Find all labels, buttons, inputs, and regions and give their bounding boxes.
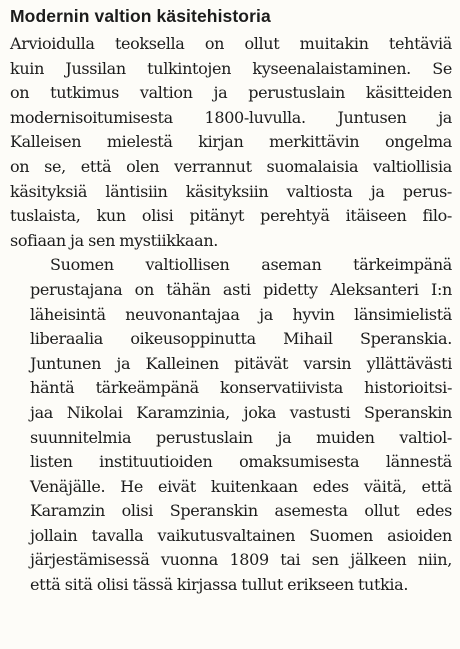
text-line: on tutkimus valtion ja perustuslain käsitteiden — [10, 83, 452, 103]
text-line: häntä tärkeämpänä konservatiivista historioitsi- — [30, 378, 452, 398]
text-line: perustajana on tähän asti pidetty Aleksanteri I:n — [30, 279, 452, 299]
paragraph-1 — [10, 32, 452, 253]
text-line: Venäjälle. He eivät kuitenkaan edes väitä, että — [30, 476, 452, 496]
text-line: jollain tavalla vaikutusvaltainen Suomen asioiden — [30, 525, 452, 545]
text-line: listen instituutioiden omaksumisesta lännestä — [30, 452, 452, 472]
text-line: suunnitelmia perustuslain ja muiden valtiol- — [30, 427, 452, 447]
text-line: Karamzin olisi Speranskin asemesta ollut edes — [30, 501, 452, 521]
text-line: Kalleisen mielestä kirjan merkittävin ongelma — [10, 132, 452, 152]
text-line: järjestämisessä vuonna 1809 tai sen jälkeen niin, — [30, 550, 452, 570]
text-line: sofiaan ja sen mystiikkaan. — [10, 230, 219, 250]
paragraph-2 — [10, 253, 452, 597]
text-line: että sitä olisi tässä kirjassa tullut erikseen tutkia. — [30, 575, 409, 595]
text-line: Arvioidulla teoksella on ollut muitakin tehtäviä — [10, 34, 452, 53]
text-line: liberaalia oikeusoppinutta Mihail Speranskia. — [30, 329, 452, 349]
text-line: on se, että olen verrannut suomalaisia valtiollisia — [10, 156, 452, 176]
text-line: tuslaista, kun olisi pitänyt perehtyä itäiseen filo- — [10, 206, 452, 226]
text-line: modernisoitumisesta 1800-luvulla. Juntusen ja — [10, 107, 452, 127]
text-line: Juntunen ja Kalleinen pitävät varsin yllättävästi — [30, 353, 452, 373]
text-line: käsityksiä läntisiin käsityksiin valtiosta ja perus- — [10, 181, 452, 201]
section-heading: Modernin valtion käsitehistoria — [10, 6, 271, 26]
text-line: kuin Jussilan tulkintojen kyseenalaistaminen. Se — [10, 58, 452, 78]
text-line: jaa Nikolai Karamzinia, joka vastusti Speranskin — [30, 402, 452, 422]
text-line: Suomen valtiollisen aseman tärkeimpänä — [50, 255, 452, 275]
text-line: läheisintä neuvonantajaa ja hyvin länsimielistä — [30, 304, 452, 324]
